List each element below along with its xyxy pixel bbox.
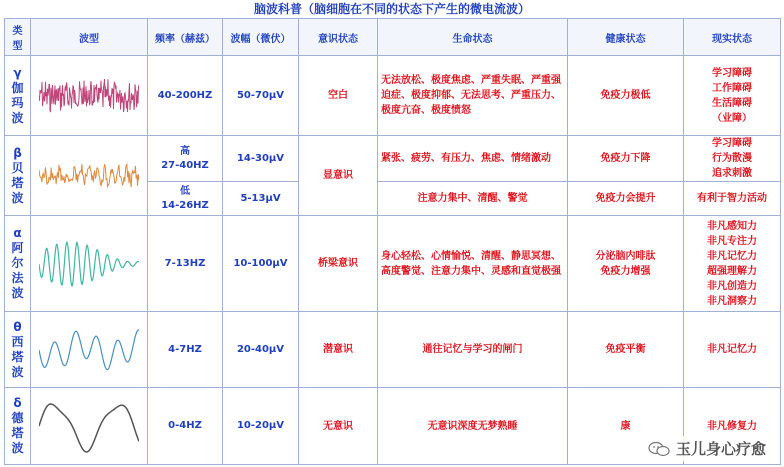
- table-row-gamma: [5, 56, 781, 136]
- header-health-state: 健康状态: [568, 19, 684, 56]
- amp-gamma: 50-70μV: [223, 56, 299, 136]
- freq-gamma: 40-200HZ: [148, 56, 223, 136]
- health-alpha: 分泌脑内啡肽 免疫力增强: [568, 216, 684, 312]
- amp-alpha: 10-100μV: [223, 216, 299, 312]
- consciousness-delta: 无意识: [299, 388, 378, 465]
- table-row-beta-high: [5, 136, 781, 182]
- amp-delta: 10-20μV: [223, 388, 299, 465]
- reality-beta-high: 学习障碍 行为散漫 追求刺激: [684, 136, 781, 182]
- table-row-theta: [5, 312, 781, 388]
- type-beta: β 贝 塔 波: [5, 136, 31, 216]
- health-beta-low: 免疫力会提升: [568, 182, 684, 216]
- freq-delta: 0-4HZ: [148, 388, 223, 465]
- health-delta: 康: [568, 388, 684, 465]
- waveform-beta: [31, 136, 148, 216]
- type-gamma: γ 伽 玛 波: [5, 56, 31, 136]
- waveform-gamma: [31, 56, 148, 136]
- header-type: 类型: [5, 19, 31, 56]
- freq-beta-low: 低 14-26HZ: [148, 182, 223, 216]
- waveform-alpha: [31, 216, 148, 312]
- alpha-wave-graphic: [39, 229, 139, 299]
- watermark-text: 玉儿身心疗愈: [675, 440, 766, 458]
- watermark: [642, 436, 772, 461]
- reality-theta: 非凡记忆力: [684, 312, 781, 388]
- freq-beta-high: 高 27-40HZ: [148, 136, 223, 182]
- life-gamma: 无法放松、极度焦虑、严重失眠、严重强迫症、极度抑郁、无法思考、严重压力、极度亢奋、极度愤怒: [378, 56, 568, 136]
- reality-delta: 非凡修复力: [684, 388, 781, 465]
- header-consciousness: 意识状态: [299, 19, 378, 56]
- amp-beta-low: 5-13μV: [223, 182, 299, 216]
- consciousness-theta: 潜意识: [299, 312, 378, 388]
- brainwave-table: [4, 18, 781, 465]
- gamma-wave-graphic: [39, 74, 139, 118]
- wechat-icon: [648, 441, 670, 457]
- header-waveform: 波型: [31, 19, 148, 56]
- health-gamma: 免疫力极低: [568, 56, 684, 136]
- amp-beta-high: 14-30μV: [223, 136, 299, 182]
- page-title: 脑波科普（脑细胞在不同的状态下产生的微电流波）: [253, 2, 530, 16]
- reality-alpha: 非凡感知力 非凡专注力 非凡记忆力 超强理解力 非凡创造力 非凡洞察力: [684, 216, 781, 312]
- header-row: [5, 19, 781, 56]
- freq-theta: 4-7HZ: [148, 312, 223, 388]
- amp-theta: 20-40μV: [223, 312, 299, 388]
- reality-gamma: 学习障碍 工作障碍 生活障碍 （业障）: [684, 56, 781, 136]
- header-amplitude: 波幅（微伏）: [223, 19, 299, 56]
- type-alpha: α 阿 尔 法 波: [5, 216, 31, 312]
- freq-alpha: 7-13HZ: [148, 216, 223, 312]
- health-theta: 免疫平衡: [568, 312, 684, 388]
- waveform-theta: [31, 312, 148, 388]
- life-alpha: 身心轻松、心情愉悦、清醒、静思冥想、高度警觉、注意力集中、灵感和直觉极强: [378, 216, 568, 312]
- life-delta: 无意识深度无梦熟睡: [378, 388, 568, 465]
- consciousness-gamma: 空白: [299, 56, 378, 136]
- header-frequency: 频率（赫兹）: [148, 19, 223, 56]
- type-theta: θ 西 塔 波: [5, 312, 31, 388]
- consciousness-alpha: 桥梁意识: [299, 216, 378, 312]
- life-beta-high: 紧张、疲劳、有压力、焦虑、情绪激动: [378, 136, 568, 182]
- delta-wave-graphic: [39, 396, 139, 456]
- health-beta-high: 免疫力下降: [568, 136, 684, 182]
- waveform-delta: [31, 388, 148, 465]
- life-beta-low: 注意力集中、清醒、警觉: [378, 182, 568, 216]
- type-delta: δ 德 塔 波: [5, 388, 31, 465]
- header-life-state: 生命状态: [378, 19, 568, 56]
- reality-beta-low: 有利于智力活动: [684, 182, 781, 216]
- theta-wave-graphic: [39, 322, 139, 378]
- table-row-alpha: [5, 216, 781, 312]
- header-reality-state: 现实状态: [684, 19, 781, 56]
- life-theta: 通往记忆与学习的闸门: [378, 312, 568, 388]
- consciousness-beta: 显意识: [299, 136, 378, 216]
- beta-wave-graphic: [39, 154, 139, 198]
